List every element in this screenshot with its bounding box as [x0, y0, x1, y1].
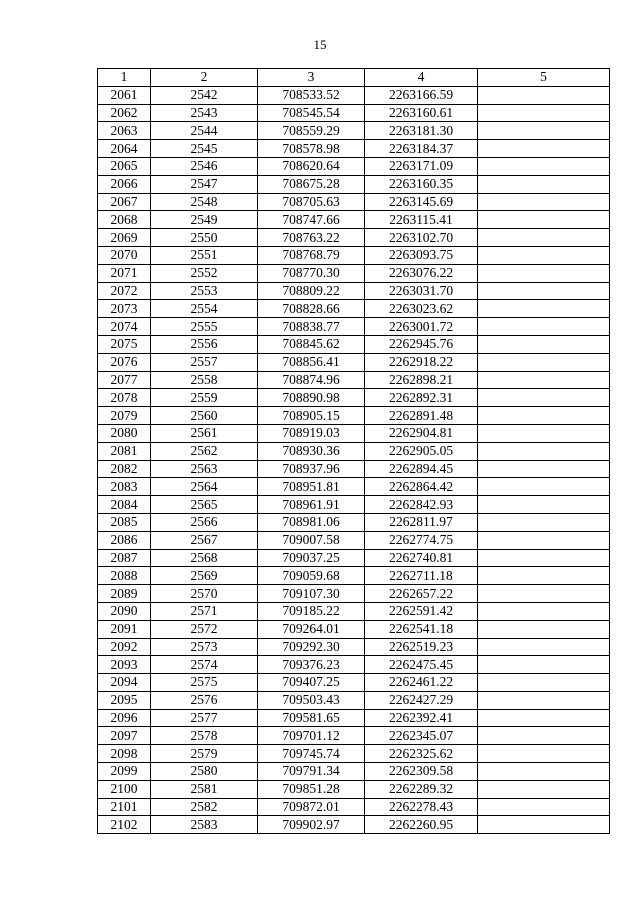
y-coordinate-cell: 2262260.95 — [365, 816, 478, 834]
y-coordinate-cell: 2262711.18 — [365, 567, 478, 585]
y-coordinate-cell: 2262891.48 — [365, 407, 478, 425]
y-coordinate-cell: 2262475.45 — [365, 656, 478, 674]
vertex-number-cell: 2548 — [151, 193, 258, 211]
y-coordinate-cell: 2262904.81 — [365, 424, 478, 442]
note-cell — [478, 353, 610, 371]
x-coordinate-cell: 709791.34 — [258, 763, 365, 781]
table-row — [98, 193, 610, 211]
x-coordinate-cell: 708578.98 — [258, 140, 365, 158]
x-coordinate-cell: 708919.03 — [258, 424, 365, 442]
vertex-number-cell: 2573 — [151, 638, 258, 656]
vertex-number-cell: 2568 — [151, 549, 258, 567]
point-number-cell: 2078 — [98, 389, 151, 407]
vertex-number-cell: 2553 — [151, 282, 258, 300]
point-number-cell: 2067 — [98, 193, 151, 211]
x-coordinate-cell: 709851.28 — [258, 780, 365, 798]
vertex-number-cell: 2583 — [151, 816, 258, 834]
note-cell — [478, 104, 610, 122]
x-coordinate-cell: 708559.29 — [258, 122, 365, 140]
vertex-number-cell: 2563 — [151, 460, 258, 478]
note-cell — [478, 496, 610, 514]
point-number-cell: 2086 — [98, 531, 151, 549]
x-coordinate-cell: 708981.06 — [258, 513, 365, 531]
y-coordinate-cell: 2262898.21 — [365, 371, 478, 389]
table-row — [98, 745, 610, 763]
note-cell — [478, 478, 610, 496]
note-cell — [478, 709, 610, 727]
point-number-cell: 2097 — [98, 727, 151, 745]
vertex-number-cell: 2559 — [151, 389, 258, 407]
page-number: 15 — [313, 37, 327, 52]
x-coordinate-cell: 709872.01 — [258, 798, 365, 816]
note-cell — [478, 371, 610, 389]
x-coordinate-cell: 708705.63 — [258, 193, 365, 211]
point-number-cell: 2098 — [98, 745, 151, 763]
column-header-2: 2 — [151, 69, 258, 87]
table-row — [98, 691, 610, 709]
vertex-number-cell: 2545 — [151, 140, 258, 158]
point-number-cell: 2081 — [98, 442, 151, 460]
x-coordinate-cell: 708763.22 — [258, 229, 365, 247]
vertex-number-cell: 2546 — [151, 157, 258, 175]
note-cell — [478, 264, 610, 282]
vertex-number-cell: 2558 — [151, 371, 258, 389]
note-cell — [478, 86, 610, 104]
table-row — [98, 211, 610, 229]
point-number-cell: 2100 — [98, 780, 151, 798]
y-coordinate-cell: 2263184.37 — [365, 140, 478, 158]
y-coordinate-cell: 2262918.22 — [365, 353, 478, 371]
note-cell — [478, 798, 610, 816]
point-number-cell: 2080 — [98, 424, 151, 442]
x-coordinate-cell: 709407.25 — [258, 674, 365, 692]
note-cell — [478, 229, 610, 247]
table-row — [98, 763, 610, 781]
point-number-cell: 2084 — [98, 496, 151, 514]
y-coordinate-cell: 2262289.32 — [365, 780, 478, 798]
vertex-number-cell: 2549 — [151, 211, 258, 229]
table-row — [98, 246, 610, 264]
note-cell — [478, 585, 610, 603]
x-coordinate-cell: 709503.43 — [258, 691, 365, 709]
table-row — [98, 122, 610, 140]
note-cell — [478, 691, 610, 709]
table-row — [98, 229, 610, 247]
vertex-number-cell: 2557 — [151, 353, 258, 371]
y-coordinate-cell: 2262774.75 — [365, 531, 478, 549]
x-coordinate-cell: 708675.28 — [258, 175, 365, 193]
y-coordinate-cell: 2263160.35 — [365, 175, 478, 193]
y-coordinate-cell: 2263001.72 — [365, 318, 478, 336]
y-coordinate-cell: 2262427.29 — [365, 691, 478, 709]
point-number-cell: 2095 — [98, 691, 151, 709]
point-number-cell: 2068 — [98, 211, 151, 229]
note-cell — [478, 211, 610, 229]
point-number-cell: 2072 — [98, 282, 151, 300]
vertex-number-cell: 2565 — [151, 496, 258, 514]
vertex-number-cell: 2575 — [151, 674, 258, 692]
note-cell — [478, 745, 610, 763]
note-cell — [478, 674, 610, 692]
y-coordinate-cell: 2262325.62 — [365, 745, 478, 763]
vertex-number-cell: 2581 — [151, 780, 258, 798]
point-number-cell: 2090 — [98, 602, 151, 620]
y-coordinate-cell: 2262345.07 — [365, 727, 478, 745]
x-coordinate-cell: 708961.91 — [258, 496, 365, 514]
point-number-cell: 2075 — [98, 335, 151, 353]
y-coordinate-cell: 2262892.31 — [365, 389, 478, 407]
y-coordinate-cell: 2262811.97 — [365, 513, 478, 531]
table-row — [98, 442, 610, 460]
y-coordinate-cell: 2262894.45 — [365, 460, 478, 478]
point-number-cell: 2083 — [98, 478, 151, 496]
vertex-number-cell: 2579 — [151, 745, 258, 763]
point-number-cell: 2077 — [98, 371, 151, 389]
point-number-cell: 2069 — [98, 229, 151, 247]
table-row — [98, 531, 610, 549]
y-coordinate-cell: 2262461.22 — [365, 674, 478, 692]
table-row — [98, 496, 610, 514]
vertex-number-cell: 2555 — [151, 318, 258, 336]
table-row — [98, 86, 610, 104]
vertex-number-cell: 2543 — [151, 104, 258, 122]
column-header-3: 3 — [258, 69, 365, 87]
note-cell — [478, 567, 610, 585]
vertex-number-cell: 2577 — [151, 709, 258, 727]
y-coordinate-cell: 2262740.81 — [365, 549, 478, 567]
note-cell — [478, 424, 610, 442]
note-cell — [478, 620, 610, 638]
note-cell — [478, 122, 610, 140]
point-number-cell: 2082 — [98, 460, 151, 478]
note-cell — [478, 513, 610, 531]
vertex-number-cell: 2542 — [151, 86, 258, 104]
table-body — [98, 86, 610, 833]
table-row — [98, 335, 610, 353]
x-coordinate-cell: 708905.15 — [258, 407, 365, 425]
vertex-number-cell: 2550 — [151, 229, 258, 247]
x-coordinate-cell: 708770.30 — [258, 264, 365, 282]
vertex-number-cell: 2552 — [151, 264, 258, 282]
table-row — [98, 157, 610, 175]
note-cell — [478, 318, 610, 336]
point-number-cell: 2089 — [98, 585, 151, 603]
point-number-cell: 2065 — [98, 157, 151, 175]
table-row — [98, 175, 610, 193]
vertex-number-cell: 2576 — [151, 691, 258, 709]
table-row — [98, 816, 610, 834]
x-coordinate-cell: 708747.66 — [258, 211, 365, 229]
vertex-number-cell: 2564 — [151, 478, 258, 496]
point-number-cell: 2074 — [98, 318, 151, 336]
x-coordinate-cell: 709581.65 — [258, 709, 365, 727]
x-coordinate-cell: 708620.64 — [258, 157, 365, 175]
table-header-row — [98, 69, 610, 87]
x-coordinate-cell: 709107.30 — [258, 585, 365, 603]
x-coordinate-cell: 709902.97 — [258, 816, 365, 834]
x-coordinate-cell: 708768.79 — [258, 246, 365, 264]
x-coordinate-cell: 708533.52 — [258, 86, 365, 104]
table-row — [98, 709, 610, 727]
point-number-cell: 2061 — [98, 86, 151, 104]
vertex-number-cell: 2571 — [151, 602, 258, 620]
y-coordinate-cell: 2263171.09 — [365, 157, 478, 175]
vertex-number-cell: 2578 — [151, 727, 258, 745]
vertex-number-cell: 2582 — [151, 798, 258, 816]
x-coordinate-cell: 708828.66 — [258, 300, 365, 318]
note-cell — [478, 656, 610, 674]
table-row — [98, 282, 610, 300]
y-coordinate-cell: 2263160.61 — [365, 104, 478, 122]
y-coordinate-cell: 2262519.23 — [365, 638, 478, 656]
y-coordinate-cell: 2263115.41 — [365, 211, 478, 229]
x-coordinate-cell: 709745.74 — [258, 745, 365, 763]
point-number-cell: 2091 — [98, 620, 151, 638]
vertex-number-cell: 2570 — [151, 585, 258, 603]
vertex-number-cell: 2567 — [151, 531, 258, 549]
point-number-cell: 2085 — [98, 513, 151, 531]
point-number-cell: 2099 — [98, 763, 151, 781]
note-cell — [478, 300, 610, 318]
table-row — [98, 407, 610, 425]
note-cell — [478, 460, 610, 478]
vertex-number-cell: 2580 — [151, 763, 258, 781]
point-number-cell: 2073 — [98, 300, 151, 318]
y-coordinate-cell: 2263181.30 — [365, 122, 478, 140]
y-coordinate-cell: 2262945.76 — [365, 335, 478, 353]
table-row — [98, 318, 610, 336]
vertex-number-cell: 2560 — [151, 407, 258, 425]
point-number-cell: 2076 — [98, 353, 151, 371]
x-coordinate-cell: 709292.30 — [258, 638, 365, 656]
y-coordinate-cell: 2262541.18 — [365, 620, 478, 638]
note-cell — [478, 602, 610, 620]
note-cell — [478, 246, 610, 264]
table-row — [98, 780, 610, 798]
note-cell — [478, 442, 610, 460]
table-row — [98, 798, 610, 816]
note-cell — [478, 175, 610, 193]
x-coordinate-cell: 709037.25 — [258, 549, 365, 567]
table-row — [98, 424, 610, 442]
table-row — [98, 371, 610, 389]
table-row — [98, 549, 610, 567]
note-cell — [478, 638, 610, 656]
y-coordinate-cell: 2263166.59 — [365, 86, 478, 104]
point-number-cell: 2102 — [98, 816, 151, 834]
note-cell — [478, 335, 610, 353]
note-cell — [478, 157, 610, 175]
x-coordinate-cell: 709701.12 — [258, 727, 365, 745]
x-coordinate-cell: 708930.36 — [258, 442, 365, 460]
x-coordinate-cell: 708890.98 — [258, 389, 365, 407]
y-coordinate-cell: 2262278.43 — [365, 798, 478, 816]
point-number-cell: 2064 — [98, 140, 151, 158]
x-coordinate-cell: 708845.62 — [258, 335, 365, 353]
column-header-4: 4 — [365, 69, 478, 87]
table-row — [98, 478, 610, 496]
vertex-number-cell: 2562 — [151, 442, 258, 460]
y-coordinate-cell: 2262657.22 — [365, 585, 478, 603]
y-coordinate-cell: 2263023.62 — [365, 300, 478, 318]
table-row — [98, 460, 610, 478]
vertex-number-cell: 2556 — [151, 335, 258, 353]
table-row — [98, 513, 610, 531]
table-row — [98, 656, 610, 674]
vertex-number-cell: 2569 — [151, 567, 258, 585]
point-number-cell: 2092 — [98, 638, 151, 656]
point-number-cell: 2063 — [98, 122, 151, 140]
note-cell — [478, 389, 610, 407]
x-coordinate-cell: 709376.23 — [258, 656, 365, 674]
vertex-number-cell: 2574 — [151, 656, 258, 674]
table-row — [98, 602, 610, 620]
column-header-5: 5 — [478, 69, 610, 87]
point-number-cell: 2070 — [98, 246, 151, 264]
y-coordinate-cell: 2263145.69 — [365, 193, 478, 211]
note-cell — [478, 531, 610, 549]
table-row — [98, 300, 610, 318]
table-row — [98, 727, 610, 745]
note-cell — [478, 727, 610, 745]
table-row — [98, 620, 610, 638]
note-cell — [478, 816, 610, 834]
y-coordinate-cell: 2263093.75 — [365, 246, 478, 264]
y-coordinate-cell: 2263076.22 — [365, 264, 478, 282]
point-number-cell: 2062 — [98, 104, 151, 122]
point-number-cell: 2088 — [98, 567, 151, 585]
point-number-cell: 2094 — [98, 674, 151, 692]
table-row — [98, 353, 610, 371]
x-coordinate-cell: 709059.68 — [258, 567, 365, 585]
note-cell — [478, 780, 610, 798]
table-row — [98, 638, 610, 656]
y-coordinate-cell: 2263102.70 — [365, 229, 478, 247]
vertex-number-cell: 2566 — [151, 513, 258, 531]
x-coordinate-cell: 708838.77 — [258, 318, 365, 336]
y-coordinate-cell: 2262905.05 — [365, 442, 478, 460]
y-coordinate-cell: 2262864.42 — [365, 478, 478, 496]
note-cell — [478, 763, 610, 781]
y-coordinate-cell: 2263031.70 — [365, 282, 478, 300]
x-coordinate-cell: 709007.58 — [258, 531, 365, 549]
vertex-number-cell: 2547 — [151, 175, 258, 193]
vertex-number-cell: 2551 — [151, 246, 258, 264]
y-coordinate-cell: 2262842.93 — [365, 496, 478, 514]
point-number-cell: 2101 — [98, 798, 151, 816]
vertex-number-cell: 2572 — [151, 620, 258, 638]
note-cell — [478, 549, 610, 567]
point-number-cell: 2093 — [98, 656, 151, 674]
table-row — [98, 104, 610, 122]
note-cell — [478, 282, 610, 300]
table-row — [98, 674, 610, 692]
table-row — [98, 567, 610, 585]
vertex-number-cell: 2561 — [151, 424, 258, 442]
column-header-1: 1 — [98, 69, 151, 87]
x-coordinate-cell: 708809.22 — [258, 282, 365, 300]
point-number-cell: 2071 — [98, 264, 151, 282]
note-cell — [478, 407, 610, 425]
table-row — [98, 140, 610, 158]
coordinates-table — [97, 68, 610, 834]
x-coordinate-cell: 708937.96 — [258, 460, 365, 478]
x-coordinate-cell: 709264.01 — [258, 620, 365, 638]
table-row — [98, 264, 610, 282]
y-coordinate-cell: 2262591.42 — [365, 602, 478, 620]
x-coordinate-cell: 708951.81 — [258, 478, 365, 496]
point-number-cell: 2087 — [98, 549, 151, 567]
point-number-cell: 2096 — [98, 709, 151, 727]
table-row — [98, 585, 610, 603]
note-cell — [478, 193, 610, 211]
point-number-cell: 2066 — [98, 175, 151, 193]
y-coordinate-cell: 2262392.41 — [365, 709, 478, 727]
vertex-number-cell: 2544 — [151, 122, 258, 140]
y-coordinate-cell: 2262309.58 — [365, 763, 478, 781]
vertex-number-cell: 2554 — [151, 300, 258, 318]
x-coordinate-cell: 709185.22 — [258, 602, 365, 620]
table-row — [98, 389, 610, 407]
x-coordinate-cell: 708545.54 — [258, 104, 365, 122]
note-cell — [478, 140, 610, 158]
x-coordinate-cell: 708856.41 — [258, 353, 365, 371]
x-coordinate-cell: 708874.96 — [258, 371, 365, 389]
point-number-cell: 2079 — [98, 407, 151, 425]
